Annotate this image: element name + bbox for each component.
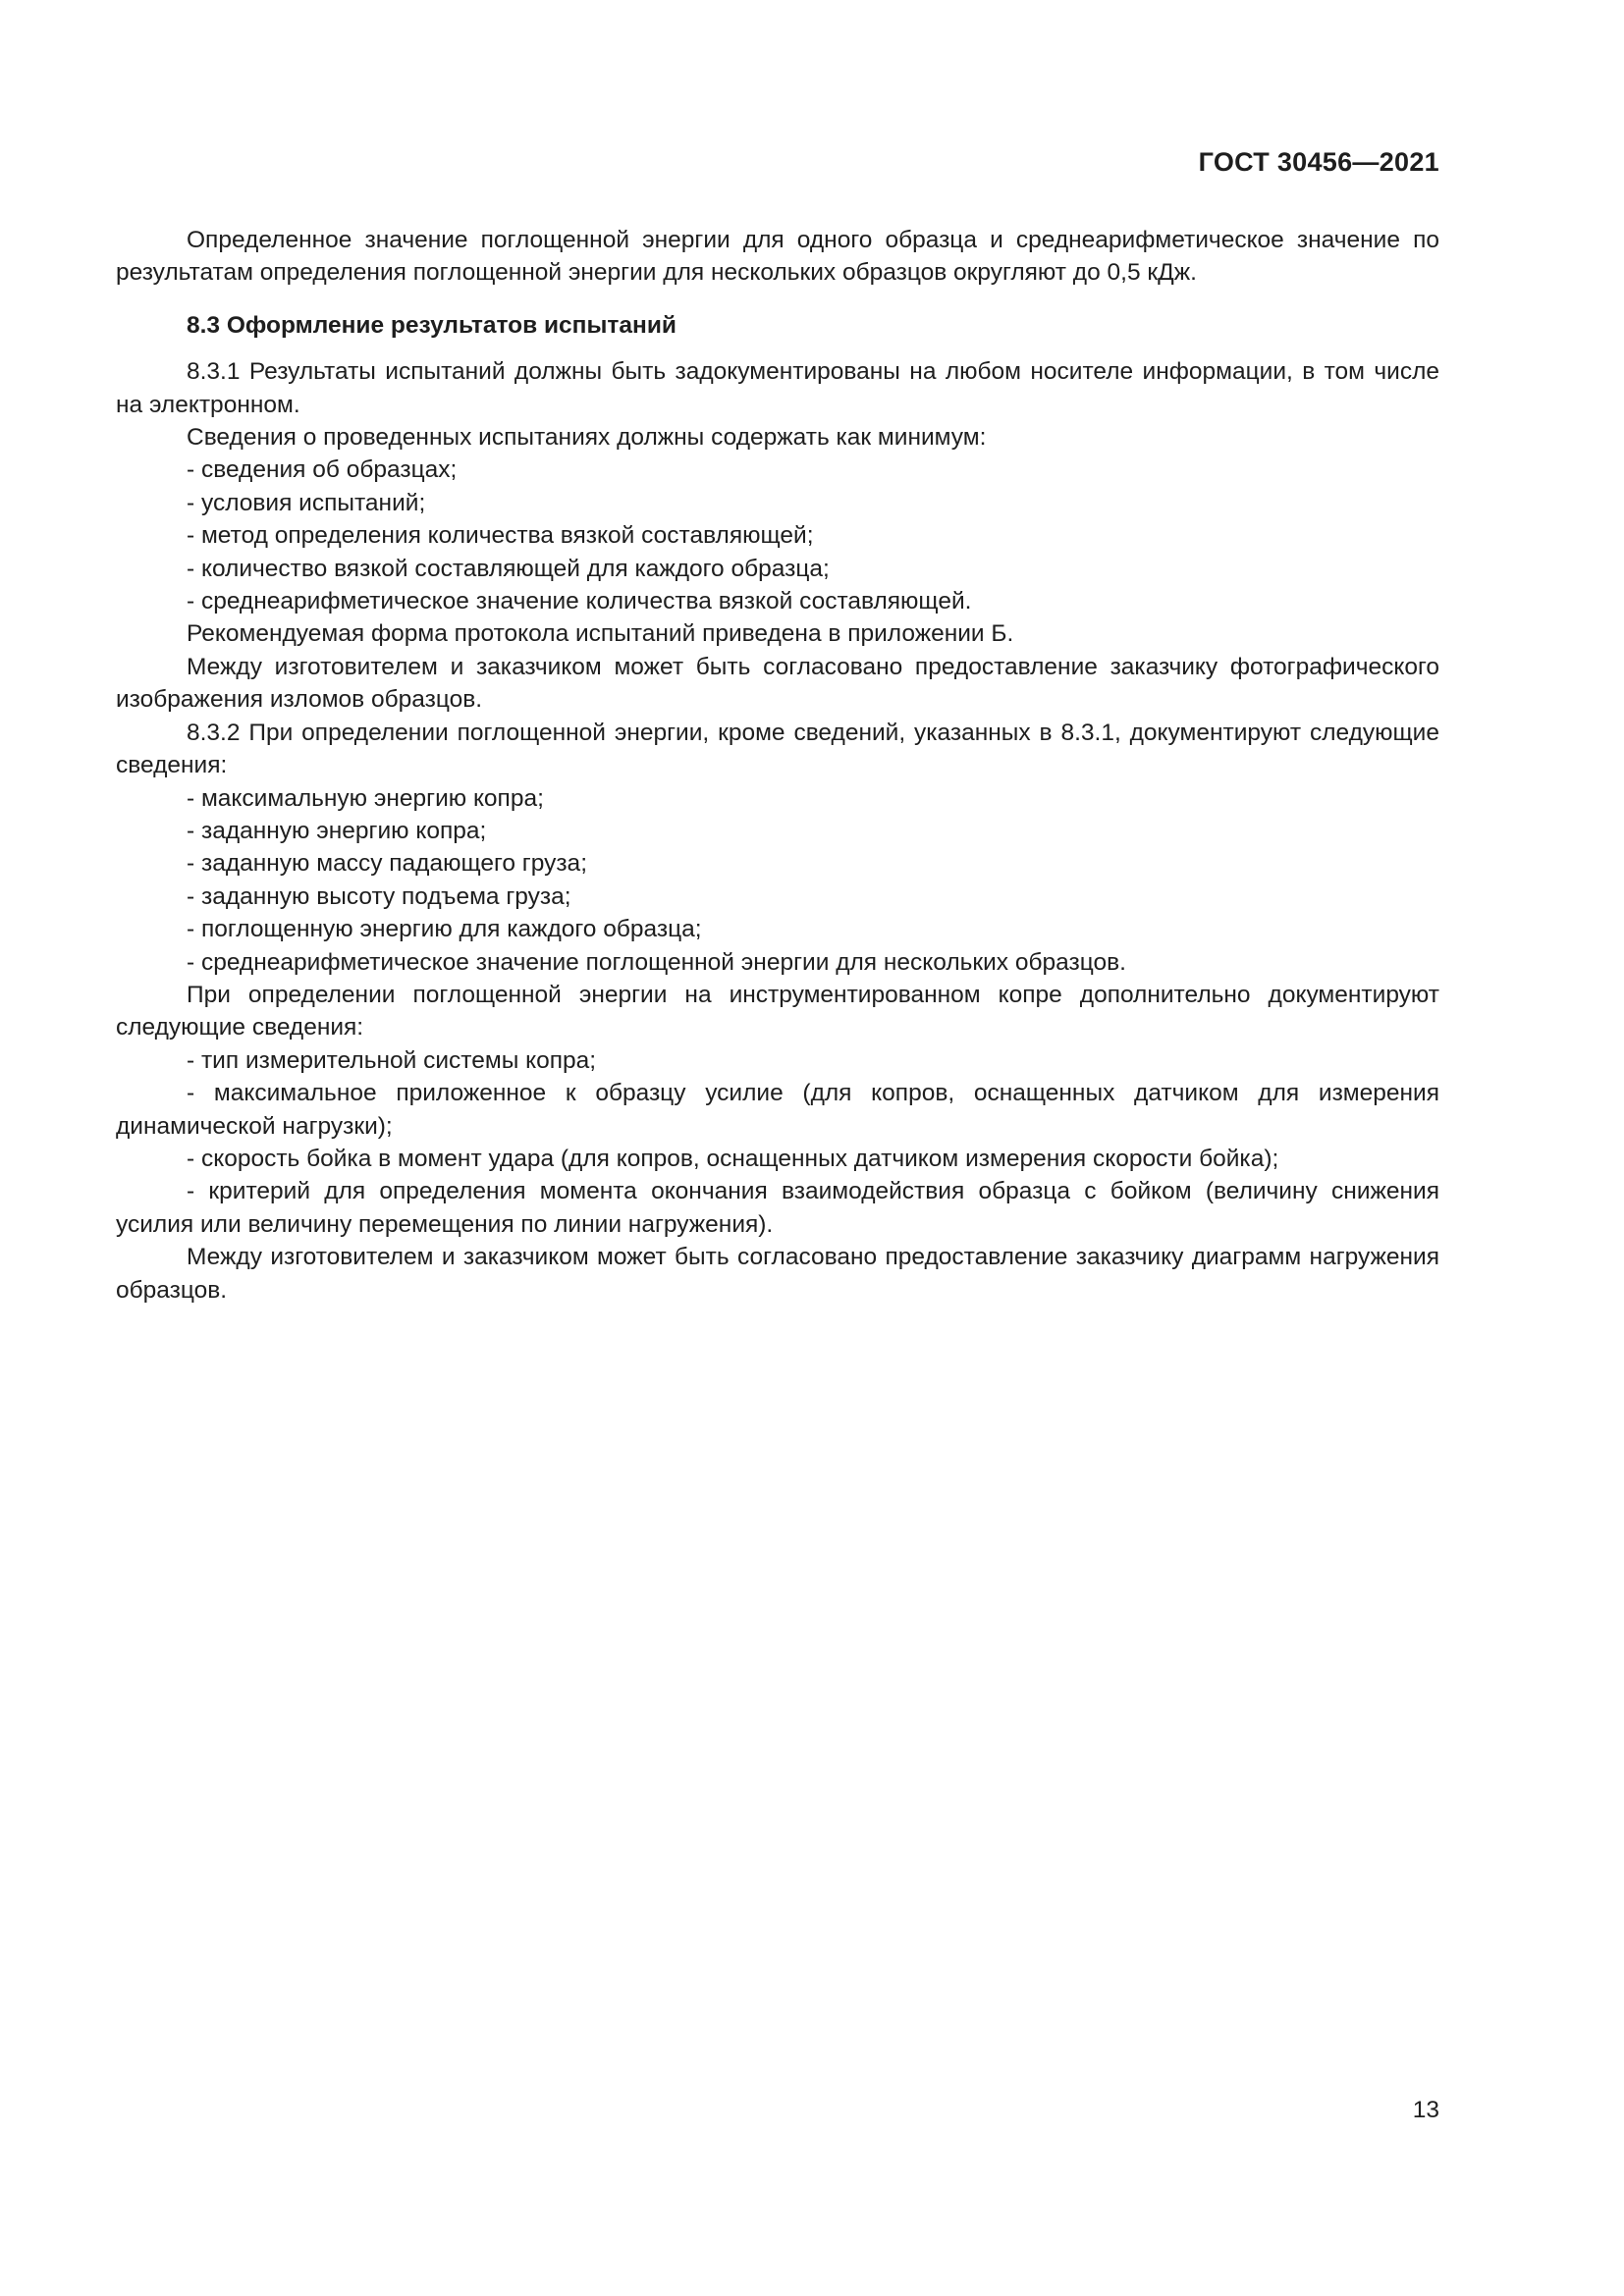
intro-paragraph: Определенное значение поглощенной энергии для одного образца и среднеарифметическое значение по результатам определения поглощенной энергии для нескольких образцов округляют до 0,5 кДж. (116, 227, 1439, 287)
document-page (116, 0, 1439, 2296)
list-item: - максимальное приложенное к образцу усилие (для копров, оснащенных датчиком для измерения динамической нагрузки); (116, 1080, 1439, 1140)
list-item: - максимальную энергию копра; (187, 784, 544, 812)
clause-8-3-2: 8.3.2 При определении поглощенной энергии, кроме сведений, указанных в 8.3.1, документируют следующие сведения: (116, 719, 1439, 779)
list-item: - заданную энергию копра; (187, 817, 487, 844)
list-item: - количество вязкой составляющей для каждого образца; (187, 555, 830, 582)
section-heading: 8.3 Оформление результатов испытаний (187, 311, 677, 339)
photo-agreement-paragraph: Между изготовителем и заказчиком может быть согласовано предоставление заказчику фотографического изображения изломов образцов. (116, 653, 1439, 714)
list-item: - поглощенную энергию для каждого образца; (187, 916, 702, 943)
instrumented-intro-paragraph: При определении поглощенной энергии на инструментированном копре дополнительно документируют следующие сведения: (116, 981, 1439, 1041)
document-body (116, 224, 1439, 1307)
diagram-agreement-paragraph: Между изготовителем и заказчиком может быть согласовано предоставление заказчику диаграмм нагружения образцов. (116, 1244, 1439, 1304)
recommended-form-paragraph: Рекомендуемая форма протокола испытаний приведена в приложении Б. (187, 620, 1014, 648)
list-item: - сведения об образцах; (187, 456, 458, 484)
list-item: - среднеарифметическое значение количества вязкой составляющей. (187, 588, 972, 615)
document-code-header: ГОСТ 30456—2021 (1198, 147, 1439, 177)
list-item: - среднеарифметическое значение поглощенной энергии для нескольких образцов. (187, 948, 1126, 976)
list-item: - критерий для определения момента окончания взаимодействия образца с бойком (величину снижения усилия или величину перемещения по линии нагружения). (116, 1178, 1439, 1238)
minimum-info-intro: Сведения о проведенных испытаниях должны содержать как минимум: (187, 424, 987, 452)
list-item: - тип измерительной системы копра; (187, 1046, 597, 1074)
list-item: - условия испытаний; (187, 489, 426, 516)
clause-8-3-1: 8.3.1 Результаты испытаний должны быть задокументированы на любом носителе информации, в том числе на электронном. (116, 358, 1439, 418)
page-number: 13 (1412, 2097, 1439, 2123)
list-item: - скорость бойка в момент удара (для копров, оснащенных датчиком измерения скорости бойка); (187, 1145, 1279, 1172)
list-item: - заданную массу падающего груза; (187, 850, 587, 878)
list-item: - метод определения количества вязкой составляющей; (187, 522, 814, 550)
list-item: - заданную высоту подъема груза; (187, 882, 571, 910)
